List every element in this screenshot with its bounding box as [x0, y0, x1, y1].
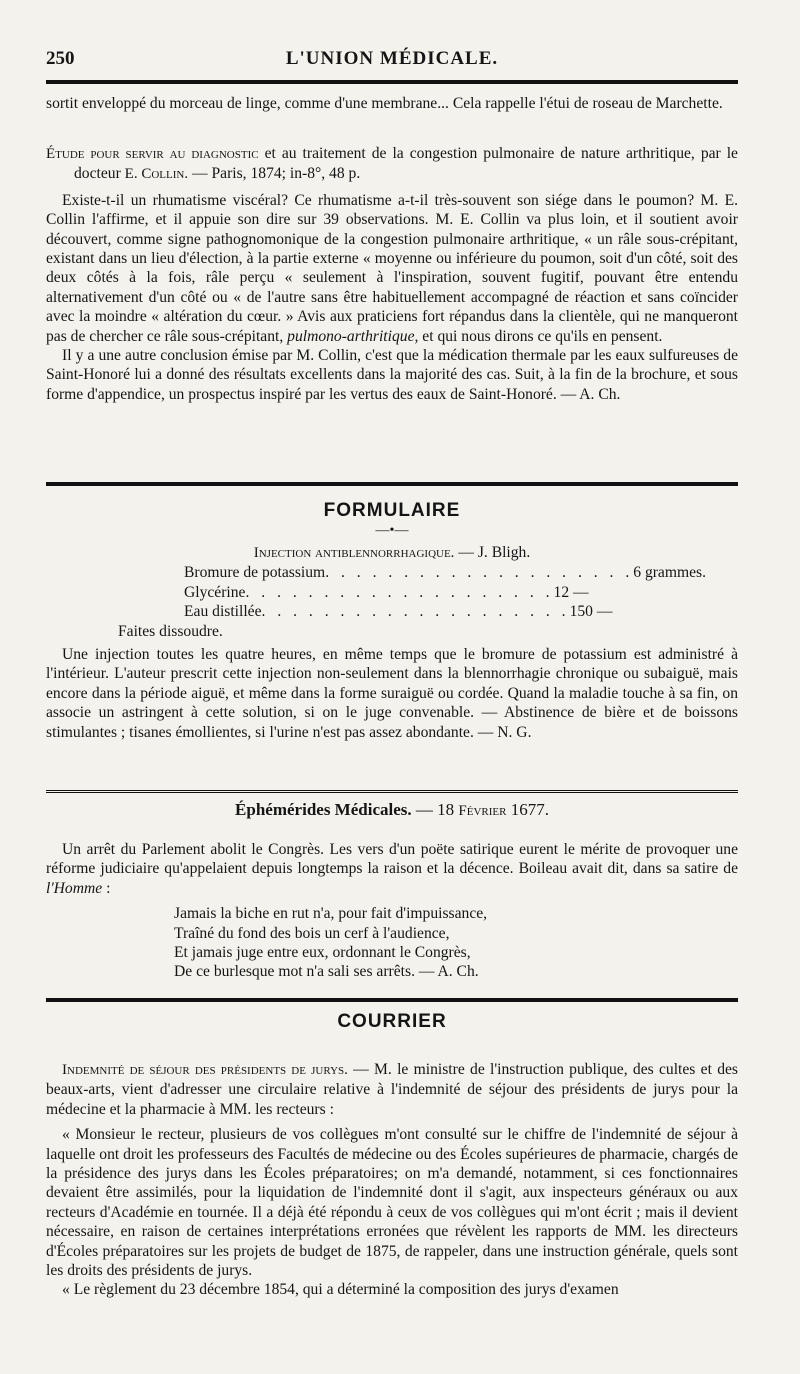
leader-dots: . . . . . . . . . . . . . . . . . . . .	[245, 583, 554, 601]
formulaire-rule	[46, 482, 738, 486]
verse-line: De ce burlesque mot n'a sali ses arrêts. — A. Ch.	[174, 963, 479, 981]
courrier-heading: COURRIER	[337, 1011, 447, 1032]
recipe-name: Injection antiblennorrhagique.	[253, 545, 455, 561]
verse-line: Et jamais juge entre eux, ordonnant le Congrès,	[174, 944, 471, 962]
ephemerides-heading	[46, 800, 738, 820]
page-header	[46, 44, 738, 74]
courrier-paragraph-1	[46, 1060, 738, 1119]
formulaire-separator: —•—	[375, 523, 409, 538]
ephemerides-title: Éphémérides Médicales.	[235, 800, 412, 819]
ingredient-row	[184, 563, 707, 582]
review-title-sc: Étude pour servir au diagnostic	[46, 146, 259, 162]
review-title-end: — Paris, 1874; in-8°, 48 p.	[188, 165, 361, 183]
formulaire-body: Une injection toutes les quatre heures, en même temps que le bromure de potassium est administré à l'intérieur. L'auteur prescrit cette injection non-seulement dans la blennorrhagie chronique ou subaiguë, mais encore dans la période aiguë, et même dans la forme suraiguë ou cordée. Quand la maladie touche à sa fin, on associe un astringent à cette solution, si on le juge convenable. — Abstinence de bière et de boissons stimulantes ; tisanes émollientes, si l'urine n'est pas assez abondante. — N. G.	[46, 646, 738, 741]
courrier-section	[46, 1060, 738, 1300]
recipe-instruction: Faites dissoudre.	[118, 622, 223, 640]
review-title	[46, 144, 738, 185]
leader-dots: . . . . . . . . . . . . . . . . . . . .	[261, 603, 570, 621]
courrier-rule	[46, 998, 738, 1002]
courrier-paragraph-3: « Le règlement du 23 décembre 1854, qui a déterminé la composition des jurys d'examen	[62, 1281, 619, 1299]
ephemerides-body-text: Un arrêt du Parlement abolit le Congrès. Les vers d'un poëte satirique eurent le mérite de provoquer une réforme judiciaire qu'appelaient depuis longtemps la raison et la décence. Boileau avait dit, dans sa satire de	[46, 841, 738, 878]
recipe-ingredients	[184, 563, 738, 621]
review-title-rest: et au traitement de la congestion pulmonaire de nature arthritique, par le docteur	[74, 145, 738, 183]
ingredient-name: Glycérine	[184, 583, 246, 601]
review-author: E. Collin.	[124, 166, 189, 183]
verse-line: Jamais la biche en rut n'a, pour fait d'impuissance,	[174, 905, 488, 923]
ingredient-name: Eau distillée	[184, 603, 262, 621]
verse-line: Traîné du fond des bois un cerf à l'audience,	[174, 924, 450, 942]
intro-text: sortit enveloppé du morceau de linge, comme d'une membrane... Cela rappelle l'étui de roseau de Marchette.	[46, 95, 723, 112]
formulaire-heading: FORMULAIRE	[323, 500, 461, 521]
intro-block	[46, 94, 738, 113]
ingredient-row	[184, 602, 624, 621]
courrier-lead: Indemnité de séjour des présidents de jurys.	[62, 1062, 348, 1078]
review-paragraph-1-end: et qui nous dirons ce qu'ils en pensent.	[418, 327, 663, 345]
recipe-title	[46, 543, 738, 563]
ingredient-row	[184, 583, 624, 602]
review-emphasis: pulmono-arthritique,	[287, 327, 419, 345]
ephemerides-section	[46, 840, 738, 982]
ingredient-qty: 6 grammes.	[633, 564, 707, 582]
header-rule	[46, 80, 738, 84]
book-review	[46, 144, 738, 404]
verse-block	[174, 904, 738, 982]
running-title: L'UNION MÉDICALE.	[285, 48, 499, 69]
review-paragraph-1-text: Existe-t-il un rhumatisme viscéral? Ce rhumatisme a-t-il très-souvent son siége dans le poumon? M. E. Collin l'affirme, et il appuie son dire sur 39 observations. M. E. Collin va plus loin, et il soutient avoir découvert, comme signe pathognomonique de la congestion pulmonaire arthritique, « un râle sous-crépitant, existant dans un lieu d'élection, à la partie externe « moyenne ou inférieure du poumon, soit d'un côté, soit des deux côtés à la fois, râle perçu « seulement à l'inspiration, souvent fugitif, pouvant être entendu alternativement d'un côté ou « de l'autre sans être habituellement accompagné de réaction et sans coïncider avec la moindre « altération du cœur. » Avis aux praticiens fort répandus dans la clientèle, qui ne manqueront pas de chercher ce râle sous-crépitant,	[46, 191, 738, 345]
satire-title: l'Homme	[46, 879, 103, 897]
recipe-author: — J. Bligh.	[454, 544, 531, 561]
ephemerides-date-pre: — 18	[411, 800, 459, 819]
ephemerides-body	[46, 840, 738, 898]
ingredient-qty: 150 —	[569, 603, 613, 621]
ephemerides-body-end: :	[102, 879, 111, 897]
courrier-paragraph-1-text: — M. le ministre de l'instruction publique, des cultes et des beaux-arts, vient d'adresser une circulaire relative à l'indemnité de séjour des présidents de jurys pour la médecine et la pharmacie à MM. les recteurs :	[46, 1061, 738, 1118]
ingredient-name: Bromure de potassium	[184, 564, 326, 582]
review-paragraph-1	[46, 191, 738, 346]
leader-dots: . . . . . . . . . . . . . . . . . . . .	[325, 564, 634, 582]
courrier-paragraph-2: « Monsieur le recteur, plusieurs de vos collègues m'ont consulté sur le chiffre de l'indemnité de séjour à laquelle ont droit les professeurs des Facultés de médecine ou des Écoles supérieures de pharmacie, chargés de la présidence des jurys dans les Écoles préparatoires; on m'a demandé, notamment, si ces fonctionnaires devaient être assimilés, pour la liquidation de l'indemnité dont il s'agit, aux inspecteurs généraux ou aux recteurs d'Académie en tournée. Il a déjà été répondu à ceux de vos collègues qui m'ont écrit ; mais il devient nécessaire, en raison de certaines interprétations erronées que révèlent les rapports de MM. les directeurs d'Écoles préparatoires sur les projets de budget de 1875, de rappeler, dans une instruction générale, quels sont les droits des présidents de jurys.	[46, 1126, 738, 1280]
formulaire-section	[46, 543, 738, 742]
review-paragraph-2: Il y a une autre conclusion émise par M. Collin, c'est que la médication thermale par les eaux sulfureuses de Saint-Honoré lui a donné des résultats excellents dans la majorité des cas. Suit, à la fin de la brochure, et sous forme d'appendice, un prospectus inspiré par les vertus des eaux de Saint-Honoré. — A. Ch.	[46, 347, 738, 403]
ephemerides-rule	[46, 790, 738, 796]
ephemerides-month: Février	[458, 803, 507, 819]
ephemerides-year: 1677.	[506, 800, 549, 819]
ingredient-qty: 12 —	[553, 583, 589, 601]
page-number: 250	[46, 48, 75, 69]
